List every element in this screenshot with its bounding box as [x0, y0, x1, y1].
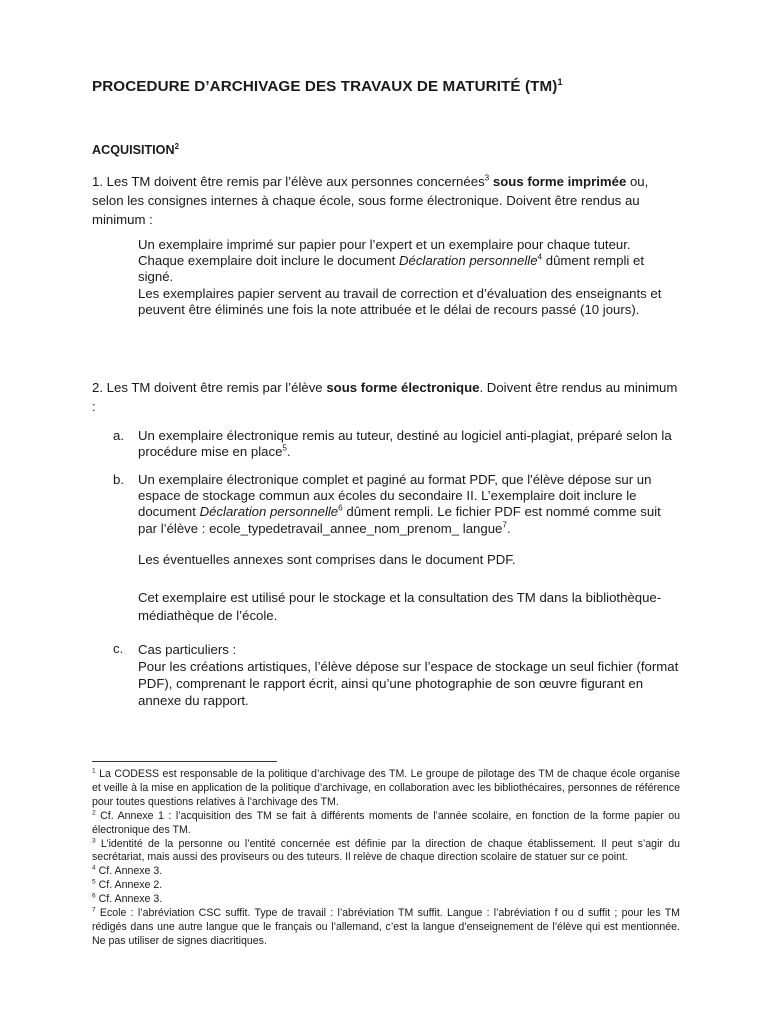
list-item-a: Un exemplaire électronique remis au tuteur, destiné au logiciel anti-plagiat, préparé selon la procédure mise en place$^5$. [138, 428, 672, 460]
footnote: $^7$ Ecole : l’abréviation CSC suffit. Type de travail : l’abréviation TM suffit. Langue : l’abréviation f ou d suffit ; pour les TM rédigés dans une autre langue que le français ou l’allemand, c’est la langue d’enseignement de l’élève qui est mentionnée. Ne pas utiliser de signes diacritiques. [92, 906, 680, 947]
bold-emphasis: sous forme imprimée [492, 174, 627, 189]
bold-emphasis: sous forme électronique [326, 380, 480, 395]
footnote-ref[interactable]: 5 [282, 443, 287, 453]
footnote: $^6$ Cf. Annexe 3. [92, 892, 163, 906]
footnote-ref[interactable]: 3 [484, 173, 490, 183]
footnote: $^4$ Cf. Annexe 3. [92, 864, 163, 878]
list-marker: b. [113, 472, 124, 487]
footnote-separator [92, 761, 277, 762]
list-marker: a. [113, 428, 124, 443]
document-name: Déclaration personnelle [398, 253, 538, 269]
list-item-b-usage: Cet exemplaire est utilisé pour le stockage et la consultation des TM dans la bibliothèque-médiathèque de l’école. [138, 590, 662, 623]
footnote: $^3$ L’identité de la personne ou l’entité concernée est définie par la direction de chaque établissement. Il peut s’agir du secrétariat, mais aussi des proviseurs ou des tuteurs. Il relève de chaque direction scolaire de statuer sur ce point. [92, 837, 680, 864]
list-marker: c. [113, 641, 124, 656]
footnote-ref[interactable]: 6 [338, 504, 343, 514]
footnote: $^1$ La CODESS est responsable de la politique d’archivage des TM. Le groupe de pilotage des TM de chaque école organise et veille à la mise en application de la politique d’archivage, en collaboration avec les bibliothécaires, personnes de référence pour toutes questions relatives à l'archivage des TM. [92, 767, 680, 808]
footnote-ref[interactable]: 2 [174, 141, 179, 151]
footnote: $^2$ Cf. Annexe 1 : l’acquisition des TM se fait à différents moments de l’année scolaire, en fonction de la forme papier ou électronique des TM. [92, 809, 680, 836]
document-name: Déclaration personnelle [199, 504, 339, 520]
list-item-b: Un exemplaire électronique complet et paginé au format PDF, que l'élève dépose sur un espace de stockage commun aux écoles du secondaire II. L’exemplaire doit inclure le document Déclaration personnelle$^6$ dûment rempli. Le fichier PDF est nommé comme suit par l’élève : ecole_typedetravail_annee_nom_prenom_ langue$^7$. [138, 472, 661, 536]
footnote-ref[interactable]: 1 [557, 75, 563, 87]
section-heading: ACQUISITION$^2$ [92, 141, 179, 157]
paragraph-2: 2. Les TM doivent être remis par l’élève sous forme électronique. Doivent être rendus au minimum : [92, 380, 678, 414]
footnote-ref[interactable]: 7 [502, 520, 507, 530]
page-title: PROCEDURE D’ARCHIVAGE DES TRAVAUX DE MATURITÉ (TM)$^1$ [92, 75, 563, 95]
indented-block: Un exemplaire imprimé sur papier pour l’expert et un exemplaire pour chaque tuteur. Chaque exemplaire doit inclure le document Déclaration personnelle$^4$ dûment rempli et signé. Les exemplaires papier servent au travail de correction et d’évaluation des enseignants et peuvent être éliminés une fois la note attribuée et le délai de recours passé (10 jours). [138, 237, 662, 317]
footnote: $^5$ Cf. Annexe 2. [92, 878, 163, 892]
list-item-b-annexes: Les éventuelles annexes sont comprises dans le document PDF. [138, 552, 516, 567]
footnote-ref[interactable]: 4 [537, 252, 543, 262]
list-item-c: Cas particuliers : Pour les créations artistiques, l’élève dépose sur l’espace de stockage un seul fichier (format PDF), comprenant le rapport écrit, ainsi qu’une photographie de son œuvre figurant en annexe du rapport. [138, 642, 679, 708]
footnotes [92, 768, 680, 949]
paragraph-1: 1. Les TM doivent être remis par l’élève aux personnes concernées$^3$ sous forme imprimée ou, selon les consignes internes à chaque école, sous forme électronique. Doivent être rendus au minimum : [92, 173, 649, 227]
